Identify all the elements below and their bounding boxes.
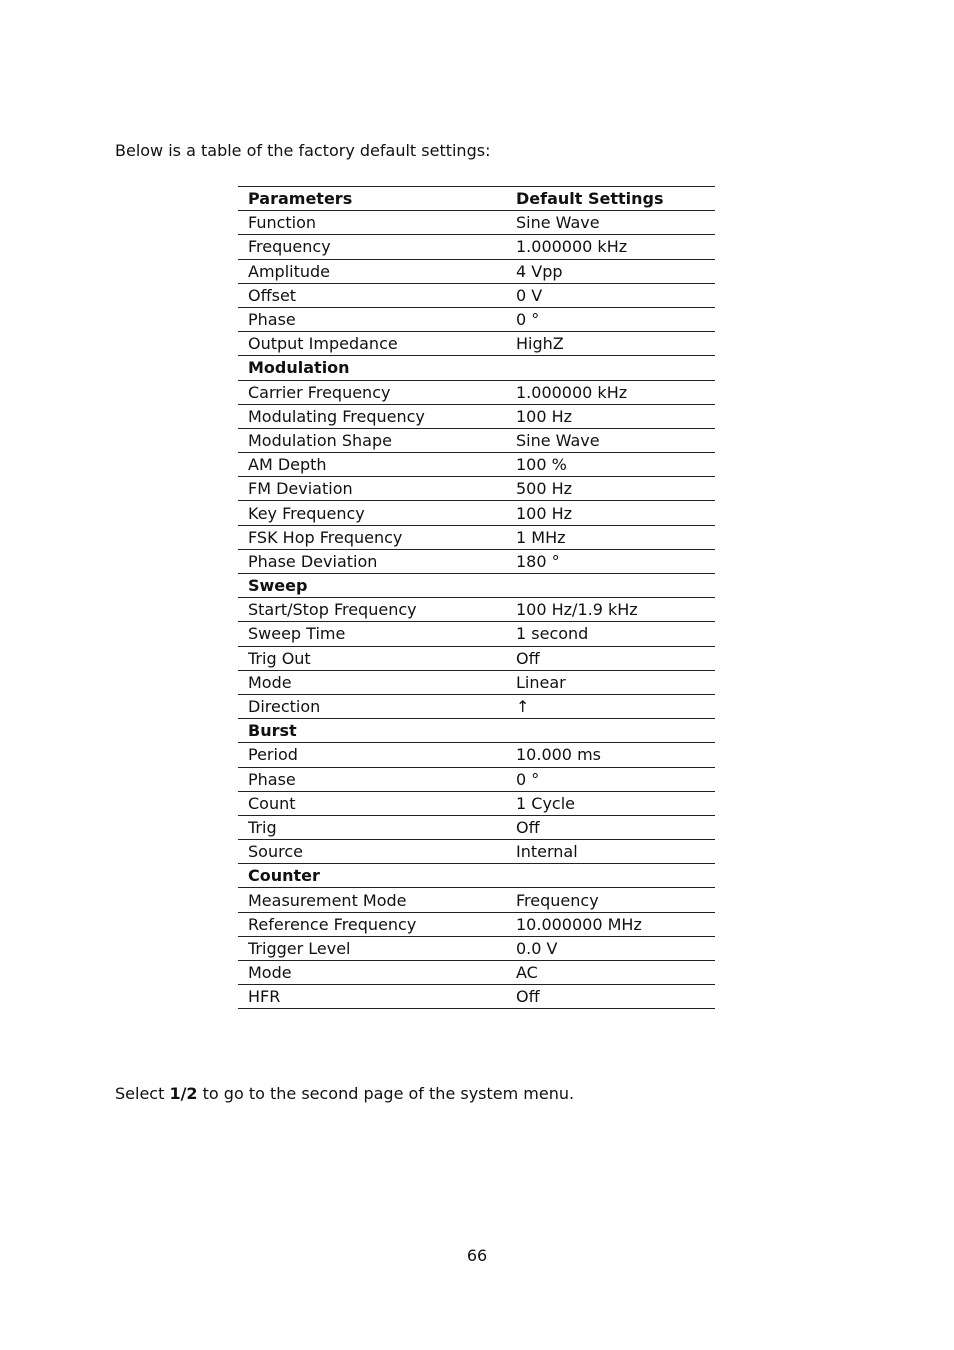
section-header-row: [238, 864, 715, 888]
parameter-cell: Start/Stop Frequency: [238, 598, 506, 622]
column-header-parameters: Parameters: [238, 187, 506, 211]
section-title: Counter: [238, 864, 715, 888]
section-title: Sweep: [238, 574, 715, 598]
section-title: Burst: [238, 719, 715, 743]
table-row: [238, 477, 715, 501]
default-value-cell: 500 Hz: [506, 477, 715, 501]
default-value-cell: 1.000000 kHz: [506, 235, 715, 259]
table-row: [238, 791, 715, 815]
table-row: [238, 622, 715, 646]
default-value-cell: 10.000000 MHz: [506, 912, 715, 936]
menu-page-indicator: 1/2: [169, 1084, 198, 1103]
parameter-cell: Sweep Time: [238, 622, 506, 646]
parameter-cell: Trigger Level: [238, 936, 506, 960]
table-row: [238, 404, 715, 428]
page-number: 66: [466, 1246, 488, 1265]
default-value-cell: Internal: [506, 840, 715, 864]
parameter-cell: Output Impedance: [238, 332, 506, 356]
default-value-cell: 100 Hz: [506, 501, 715, 525]
default-value-cell: Off: [506, 646, 715, 670]
table-row: [238, 936, 715, 960]
parameter-cell: Carrier Frequency: [238, 380, 506, 404]
table-row: [238, 815, 715, 839]
table-row: [238, 283, 715, 307]
table-row: [238, 670, 715, 694]
parameter-cell: Count: [238, 791, 506, 815]
default-value-cell: 100 Hz: [506, 404, 715, 428]
default-value-cell: HighZ: [506, 332, 715, 356]
table-row: [238, 453, 715, 477]
table-row: [238, 743, 715, 767]
outro-paragraph: [115, 1083, 574, 1105]
parameter-cell: Function: [238, 211, 506, 235]
parameter-cell: Phase: [238, 767, 506, 791]
parameter-cell: FM Deviation: [238, 477, 506, 501]
default-value-cell: 1 MHz: [506, 525, 715, 549]
parameter-cell: Phase: [238, 307, 506, 331]
table-row: [238, 767, 715, 791]
default-value-cell: 0 V: [506, 283, 715, 307]
parameter-cell: Source: [238, 840, 506, 864]
parameter-cell: Amplitude: [238, 259, 506, 283]
table-row: [238, 549, 715, 573]
intro-paragraph: Below is a table of the factory default settings:: [115, 141, 491, 160]
table-header-row: [238, 187, 715, 211]
section-header-row: [238, 356, 715, 380]
default-value-cell: Frequency: [506, 888, 715, 912]
default-value-cell: 0.0 V: [506, 936, 715, 960]
table-row: [238, 332, 715, 356]
parameter-cell: Mode: [238, 670, 506, 694]
table-row: [238, 211, 715, 235]
parameter-cell: Trig Out: [238, 646, 506, 670]
default-value-cell: 1 Cycle: [506, 791, 715, 815]
parameter-cell: AM Depth: [238, 453, 506, 477]
table-row: [238, 380, 715, 404]
table-row: [238, 307, 715, 331]
default-value-cell: Off: [506, 985, 715, 1009]
default-value-cell: Linear: [506, 670, 715, 694]
default-value-cell: 1.000000 kHz: [506, 380, 715, 404]
parameter-cell: HFR: [238, 985, 506, 1009]
outro-text-after: to go to the second page of the system menu.: [197, 1084, 575, 1103]
table-row: [238, 888, 715, 912]
default-settings-table: [238, 186, 715, 1009]
parameter-cell: Period: [238, 743, 506, 767]
parameter-cell: Measurement Mode: [238, 888, 506, 912]
section-header-row: [238, 574, 715, 598]
default-value-cell: 0 °: [506, 767, 715, 791]
table-row: [238, 501, 715, 525]
parameter-cell: Phase Deviation: [238, 549, 506, 573]
table-row: [238, 259, 715, 283]
table-row: [238, 961, 715, 985]
parameter-cell: Modulation Shape: [238, 428, 506, 452]
default-value-cell: Sine Wave: [506, 211, 715, 235]
table-row: [238, 428, 715, 452]
default-value-cell: Off: [506, 815, 715, 839]
parameter-cell: FSK Hop Frequency: [238, 525, 506, 549]
table-row: [238, 525, 715, 549]
parameter-cell: Key Frequency: [238, 501, 506, 525]
default-value-cell: 4 Vpp: [506, 259, 715, 283]
default-value-cell: 10.000 ms: [506, 743, 715, 767]
table-row: [238, 694, 715, 718]
table-row: [238, 912, 715, 936]
default-value-cell: 1 second: [506, 622, 715, 646]
table-row: [238, 598, 715, 622]
outro-text-before: Select: [115, 1084, 170, 1103]
section-header-row: [238, 719, 715, 743]
default-value-cell: 0 °: [506, 307, 715, 331]
parameter-cell: Mode: [238, 961, 506, 985]
default-value-cell: 100 %: [506, 453, 715, 477]
default-value-cell: 180 °: [506, 549, 715, 573]
default-value-cell: 100 Hz/1.9 kHz: [506, 598, 715, 622]
default-value-cell: AC: [506, 961, 715, 985]
section-title: Modulation: [238, 356, 715, 380]
table-row: [238, 646, 715, 670]
default-value-cell: Sine Wave: [506, 428, 715, 452]
parameter-cell: Modulating Frequency: [238, 404, 506, 428]
parameter-cell: Offset: [238, 283, 506, 307]
table-row: [238, 985, 715, 1009]
parameter-cell: Reference Frequency: [238, 912, 506, 936]
parameter-cell: Frequency: [238, 235, 506, 259]
table-body: [238, 187, 715, 1009]
parameter-cell: Trig: [238, 815, 506, 839]
default-value-cell: ↑: [506, 694, 715, 718]
parameter-cell: Direction: [238, 694, 506, 718]
table-row: [238, 235, 715, 259]
column-header-default-settings: Default Settings: [506, 187, 715, 211]
table-row: [238, 840, 715, 864]
